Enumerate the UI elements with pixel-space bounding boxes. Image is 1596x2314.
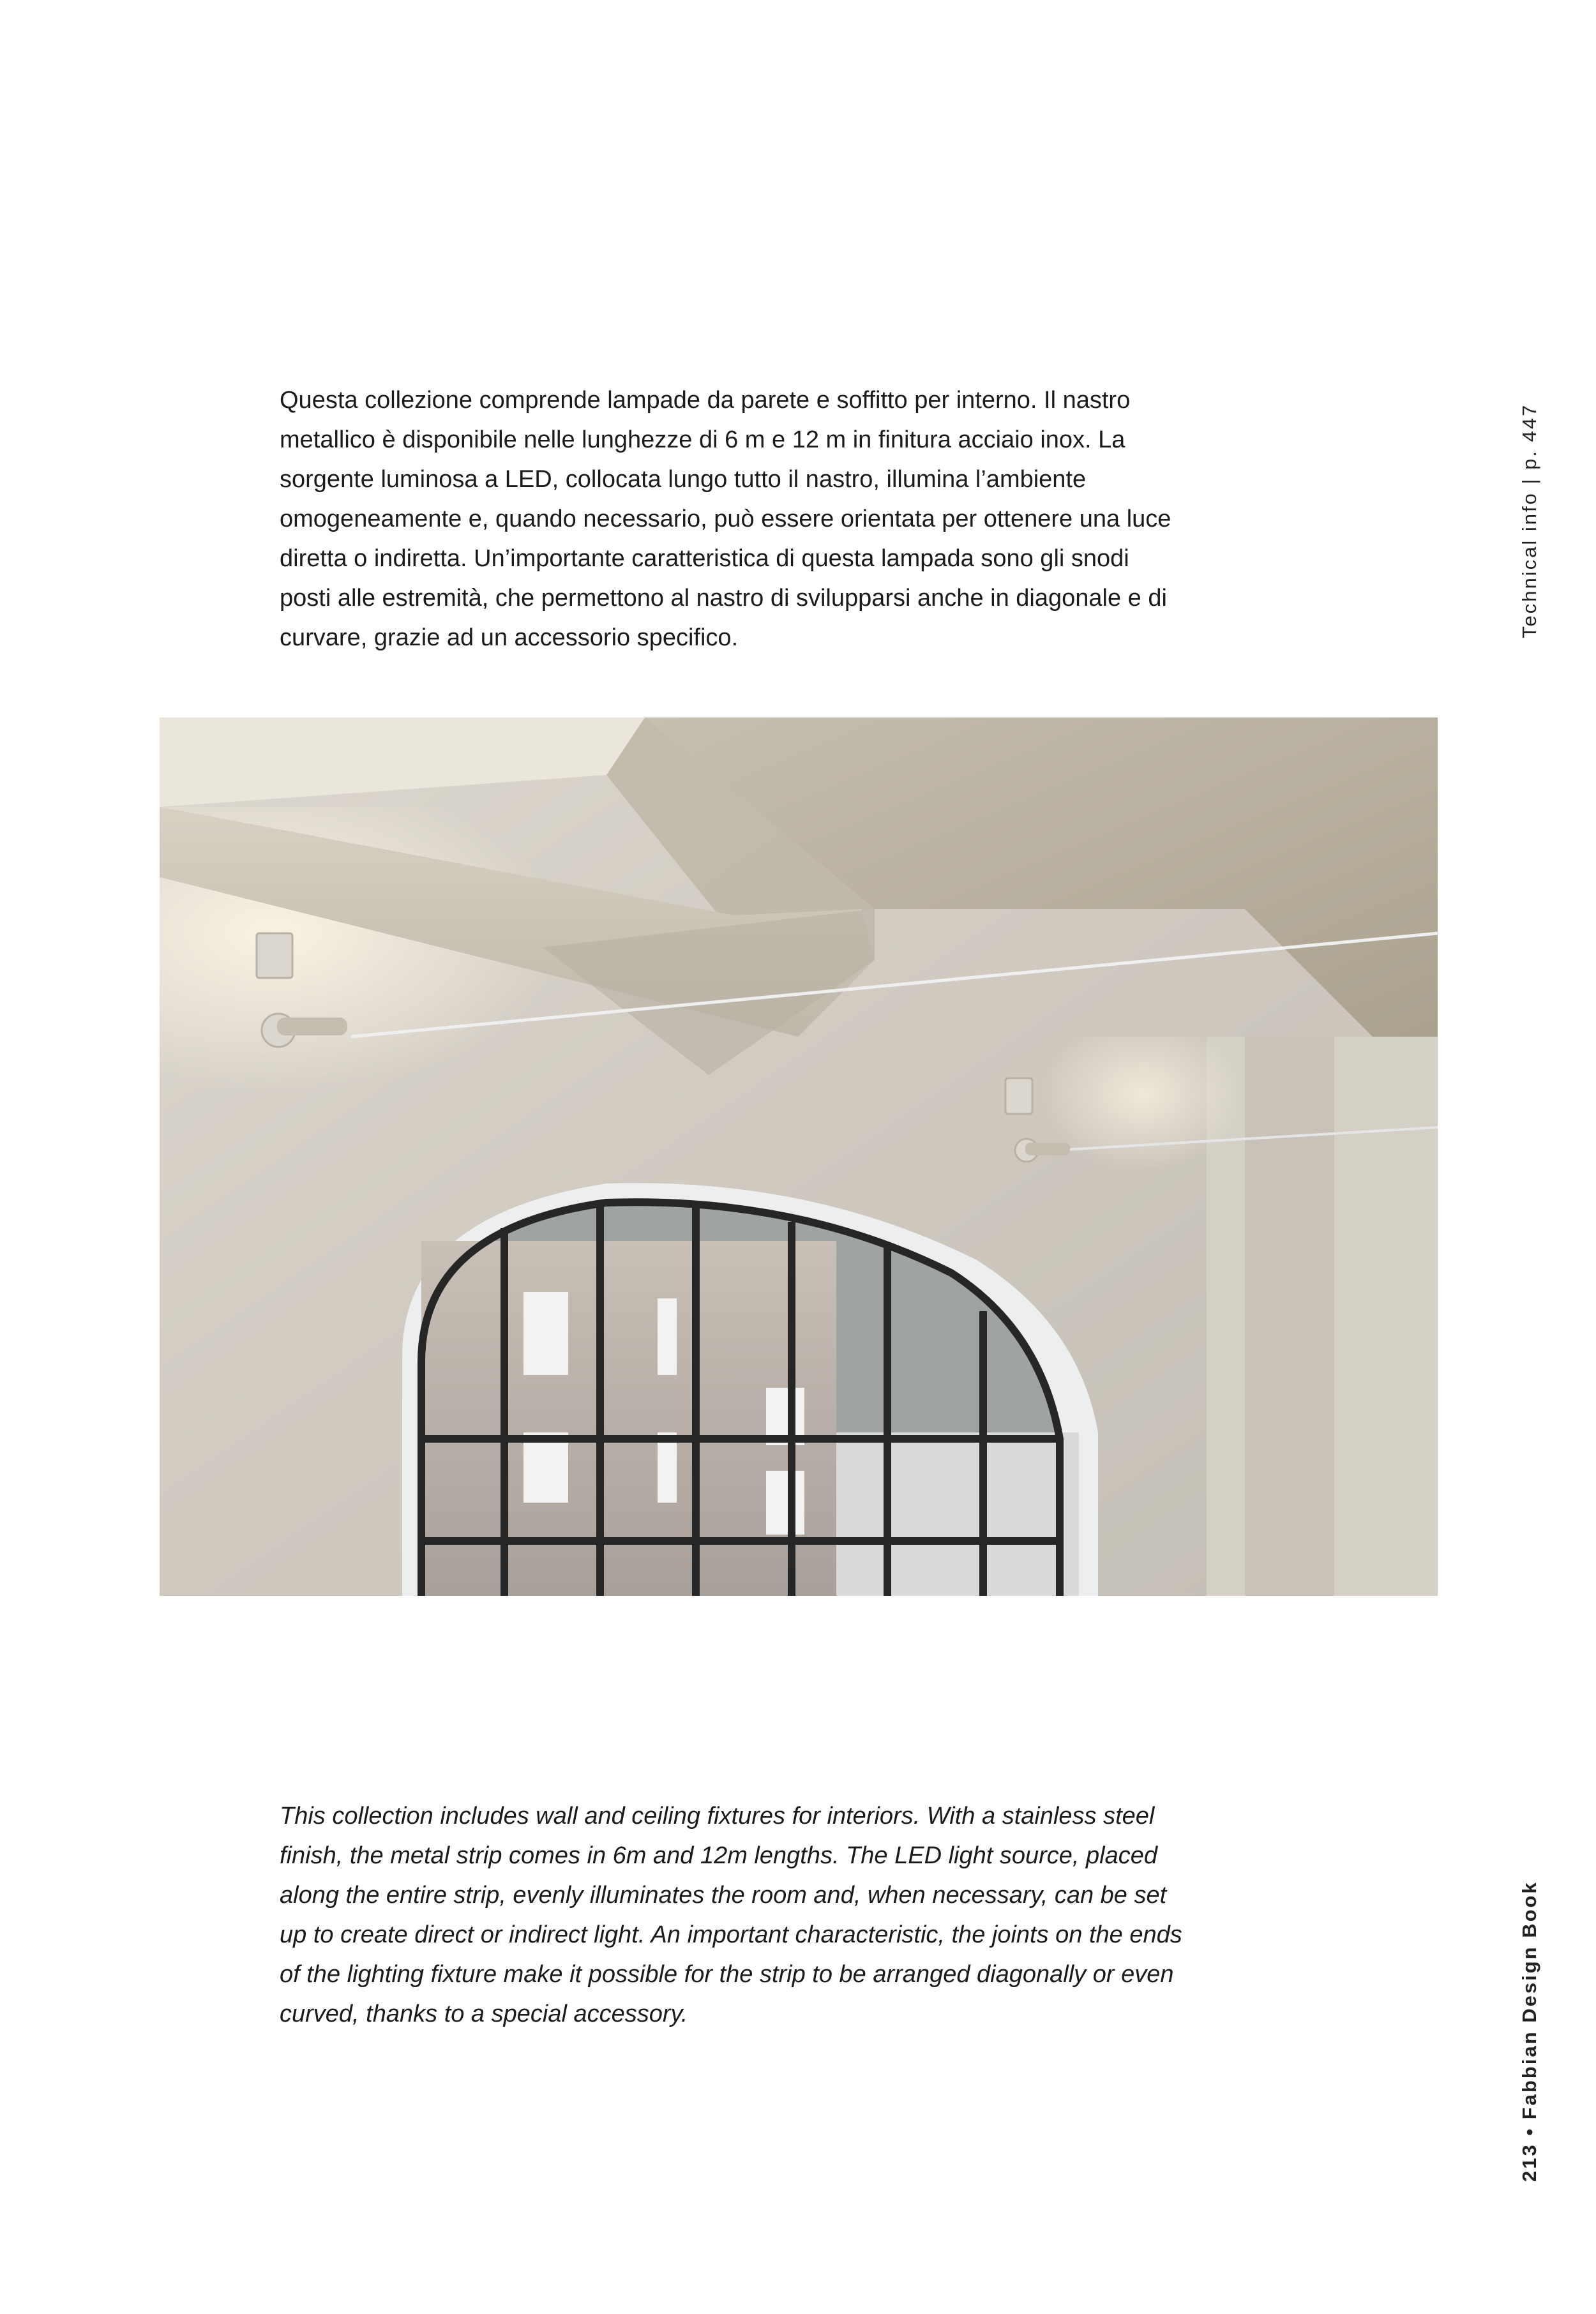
english-description: This collection includes wall and ceiling fixtures for interiors. With a stainless steel finish, the metal strip comes in 6m and 12m lengths. The LED light source, placed along the entire strip, evenly illuminates the room and, when necessary, can be set up to create direct or indirect light. An important characteristic, the joints on the ends of the lighting fixture make it possible for the strip to be arranged diagonally or even curved, thanks to a special accessory. [280,1803,1182,2027]
italian-description: Questa collezione comprende lampade da parete e soffitto per interno. Il nastro metallico è disponibile nelle lunghezze di 6 m e 12 m in finitura acciaio inox. La sorgente luminosa a LED, collocata lungo tutto il nastro, illumina l’ambiente omogeneamente e, quando necessario, può essere orientata per ottenere una luce diretta o indiretta. Un’importante caratteristica di questa lampada sono gli snodi posti alle estremità, che permettono al nastro di svilupparsi anche in diagonale e di curvare, grazie ad un accessorio specifico. [280,387,1171,651]
folio-book-title: 213 • Fabbian Design Book [1518,1881,1540,2182]
technical-info-page-reference[interactable]: Technical info | p. 447 [1518,403,1540,638]
interior-lighting-photo [160,717,1438,1596]
